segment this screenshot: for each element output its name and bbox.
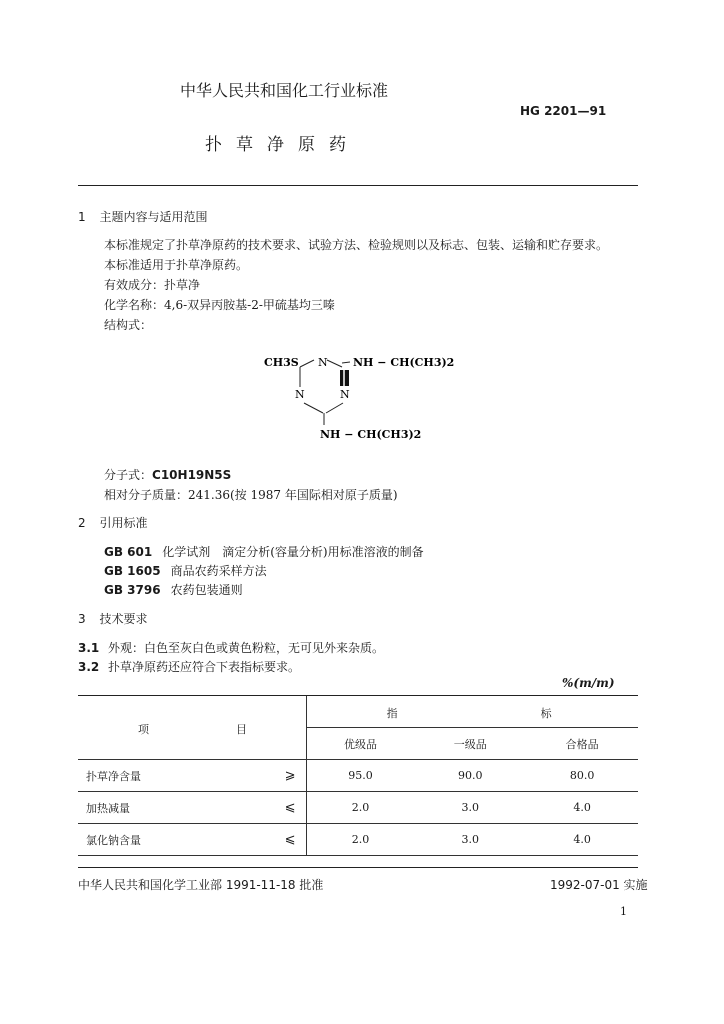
reference-item [104,581,243,598]
reference-item [104,562,267,579]
structural-formula [250,345,480,450]
clause-3-2 [78,658,300,675]
specification-table [78,695,638,856]
approval-line: 中华人民共和国化学工业部 1991-11-18 批准 [78,878,324,892]
clause-number: 3.2 [78,660,100,674]
section-1-title: 主题内容与适用范围 [99,210,208,224]
molecular-mass-line: 相对分子质量：241.36(按 1987 年国际相对原子质量) [104,488,398,502]
item-header-char-b: 目 [236,722,247,736]
value-cell: 90.0 [414,760,526,792]
reference-title: 农药包装通则 [170,583,243,597]
item-header-cell [78,696,306,760]
value-cell: 2.0 [306,792,414,824]
molecular-formula: C10H19N5S [152,468,232,482]
table-row [78,824,638,856]
molecular-formula-line [104,466,231,483]
standard-organization: 中华人民共和国化工行业标准 [180,81,389,100]
clause-text: 扑草净原药还应符合下表指标要求。 [108,660,301,674]
index-header-char-b: 标 [540,707,552,720]
document-title: 扑草净原药 [205,135,360,155]
row-label-cell [78,792,306,824]
effective-line: 1992-07-01 实施 [550,878,648,892]
index-header-cell [306,696,638,728]
table-row [78,792,638,824]
reference-code: GB 601 [104,545,153,559]
section-1-line: 有效成分：扑草净 [104,278,201,292]
row-operator: ⩽ [284,832,296,847]
index-header-char-a: 指 [386,707,398,720]
value-cell: 4.0 [526,792,638,824]
molecular-formula-label: 分子式： [104,468,153,482]
row-label: 扑草净含量 [86,769,141,783]
section-1-heading [78,208,207,225]
grade-header: 一级品 [414,728,526,760]
row-operator: ⩾ [284,768,296,783]
value-cell: 3.0 [414,824,526,856]
value-cell: 95.0 [306,760,414,792]
clause-text: 外观：白色至灰白色或黄色粉粒，无可见外来杂质。 [108,641,385,655]
section-3-number: 3 [78,612,86,626]
reference-title: 化学试剂 滴定分析(容量分析)用标准溶液的制备 [162,545,424,559]
value-cell: 80.0 [526,760,638,792]
footer-rule [78,867,638,868]
row-label: 氯化钠含量 [86,833,141,847]
standard-code: HG 2201—91 [520,104,607,118]
value-cell: 3.0 [414,792,526,824]
section-2-number: 2 [78,516,86,530]
clause-3-1 [78,639,384,656]
section-2-heading [78,514,147,531]
value-cell: 4.0 [526,824,638,856]
page-number: 1 [620,905,627,918]
header-rule [78,185,638,186]
row-operator: ⩽ [284,800,296,815]
grade-header: 优级品 [306,728,414,760]
ring-n-left: N [295,388,305,401]
table-unit: %(m/m) [562,676,615,690]
section-2-title: 引用标准 [99,516,148,530]
clause-number: 3.1 [78,641,100,655]
section-1-line: 本标准适用于扑草净原药。 [104,258,249,272]
reference-code: GB 1605 [104,564,161,578]
nh-right-label: NH − CH(CH3)2 [353,356,455,369]
ring-n-top: N [318,356,328,369]
value-cell: 2.0 [306,824,414,856]
section-1-line: 结构式： [104,318,153,332]
ch3s-label: CH3S [264,356,299,369]
item-header-char-a: 项 [138,722,149,736]
row-label: 加热减量 [86,801,130,815]
section-1-line: 化学名称：4,6-双异丙胺基-2-甲硫基均三嗪 [104,298,335,312]
table-row [78,760,638,792]
row-label-cell [78,824,306,856]
section-1-number: 1 [78,210,86,224]
section-3-heading [78,610,147,627]
grade-header: 合格品 [526,728,638,760]
row-label-cell [78,760,306,792]
section-1-line: 本标准规定了扑草净原药的技术要求、试验方法、检验规则以及标志、包装、运输和贮存要求。 [104,238,609,252]
reference-title: 商品农药采样方法 [170,564,267,578]
ring-n-right: N [340,388,350,401]
reference-code: GB 3796 [104,583,161,597]
section-3-title: 技术要求 [99,612,148,626]
reference-item [104,543,424,560]
nh-bottom-label: NH − CH(CH3)2 [320,428,422,441]
